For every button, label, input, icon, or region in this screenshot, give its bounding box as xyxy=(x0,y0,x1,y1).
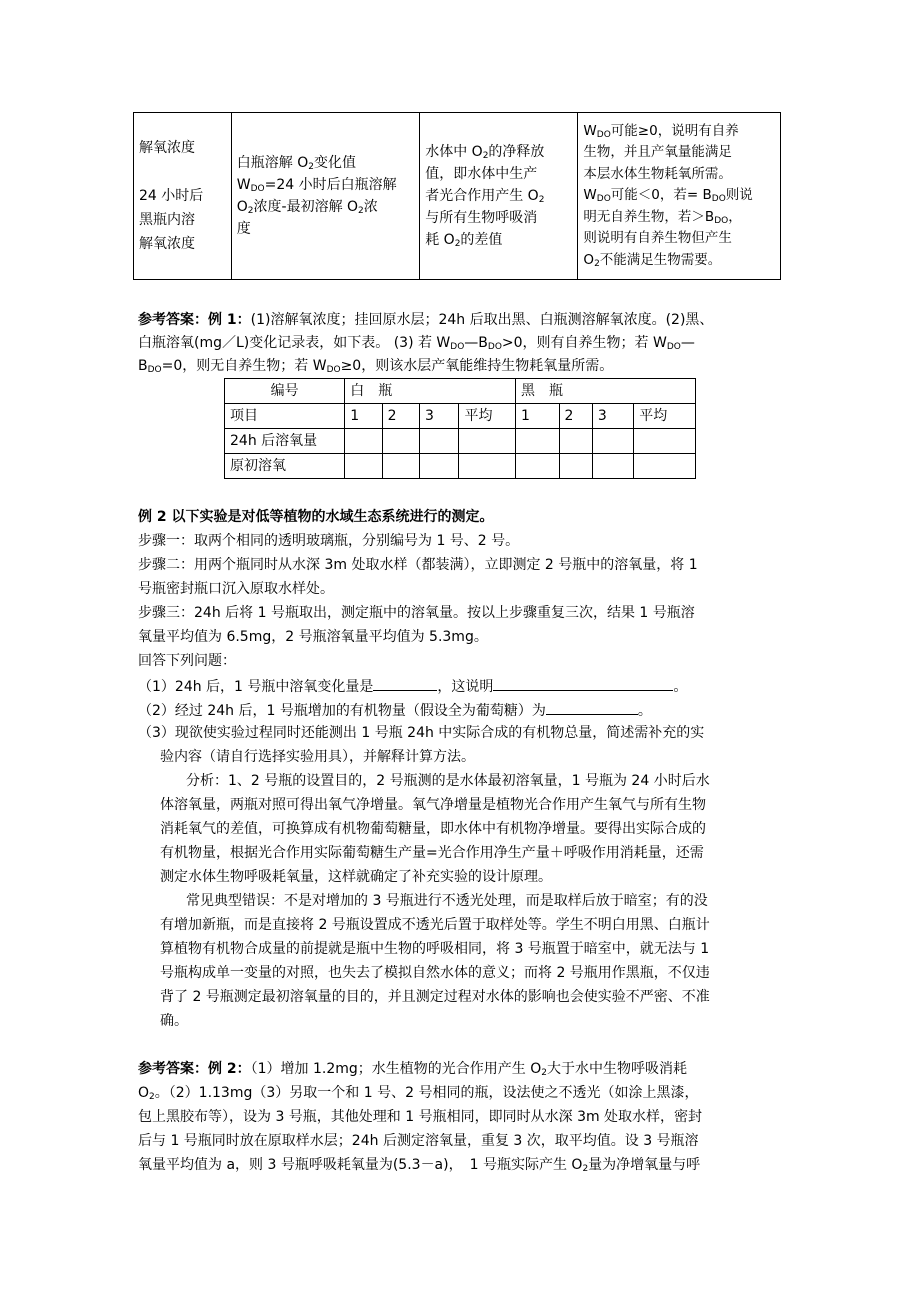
empty-cell xyxy=(516,429,559,454)
errors-line5: 背了 2 号瓶测定最初溶氧量的目的，并且测定过程对水体的影响也会使实验不严密、不准 xyxy=(160,989,710,1005)
analysis-line5: 测定水体生物呼吸耗氧量，这样就确定了补充实验的设计原理。 xyxy=(160,869,552,885)
empty-cell xyxy=(634,429,696,454)
cell-text: 解氧浓度 xyxy=(139,140,195,156)
question2: （2）经过 24h 后，1 号瓶增加的有机物量（假设全为葡萄糖）为 。 xyxy=(138,699,652,721)
empty-cell xyxy=(559,454,592,479)
header-cell-item: 项目 xyxy=(225,404,345,429)
num-cell: 1 xyxy=(516,404,559,429)
table-cell-conclusion xyxy=(578,113,781,280)
cell-line: 生物，并且产氧量能满足 xyxy=(583,144,732,161)
cell-line: 值，即水体中生产 xyxy=(425,166,538,182)
num-cell: 2 xyxy=(559,404,592,429)
table-cell-definition xyxy=(231,113,419,280)
analysis-line1: 分析：1、2 号瓶的设置目的，2 号瓶测的是水体最初溶氧量，1 号瓶为 24 小时后水 xyxy=(186,773,710,789)
answer1-line2: 白瓶溶氧(mg／L)变化记录表，如下表。 (3) 若 $W_{DO}—B_{DO}>0$，则有自养生物；若 $W_{DO}—$ xyxy=(138,335,695,352)
analysis-line3: 消耗氧气的差值，可换算成有机物葡萄糖量，即水体中有机物净增量。要得出实际合成的 xyxy=(160,821,706,837)
header-cell-no: 编号 xyxy=(225,379,345,404)
empty-cell xyxy=(592,454,633,479)
oxygen-method-table xyxy=(133,112,781,280)
table-cell-index xyxy=(134,113,232,280)
answer2-line3: 包上黑胶布等），设为 3 号瓶，其他处理和 1 号瓶相同，即同时从水深 3m 处取水样，密封 xyxy=(138,1109,703,1125)
answer2-line5: 氧量平均值为 a，则 3 号瓶呼吸耗氧量为(5.3－a)， 1 号瓶实际产生 $O_2$量为净增氧量与呼 xyxy=(138,1157,701,1174)
answer-blank[interactable] xyxy=(493,675,673,691)
cell-line: $W_{DO}=24$ 小时后白瓶溶解 xyxy=(236,177,397,194)
empty-cell xyxy=(559,429,592,454)
cell-line: $O_2$不能满足生物需要。 xyxy=(583,251,722,269)
errors-line4: 号瓶构成单一变量的对照，也失去了模拟自然水体的意义；而将 2 号瓶用作黑瓶，不仅违 xyxy=(160,965,710,981)
cell-line: 耗 $O_2$的差值 xyxy=(425,232,503,249)
cell-line: $W_{DO}$可能≥0，说明有自养 xyxy=(583,122,739,140)
answer2-label: 参考答案：例 2： xyxy=(138,1061,251,1077)
num-cell: 1 xyxy=(345,404,382,429)
step3-line1: 步骤三：24h 后将 1 号瓶取出，测定瓶中的溶氧量。按以上步骤重复三次，结果 1 号瓶溶 xyxy=(138,605,695,621)
empty-cell xyxy=(382,454,419,479)
row-label-initial: 原初溶氧 xyxy=(225,454,345,479)
analysis-line2: 体溶氧量，两瓶对照可得出氧气净增量。氧气净增量是植物光合作用产生氧气与所有生物 xyxy=(160,797,706,813)
cell-line: 则说明有自养生物但产生 xyxy=(583,230,732,247)
row-label-24h: 24h 后溶氧量 xyxy=(225,429,345,454)
cell-text: 24 小时后 xyxy=(139,188,204,204)
cell-line: $O_2$浓度-最初溶解 $O_2$浓 xyxy=(236,199,378,216)
errors-line1: 常见典型错误：不是对增加的 3 号瓶进行不透光处理，而是取样后放于暗室；有的没 xyxy=(186,893,708,909)
empty-cell xyxy=(420,429,459,454)
cell-line: $W_{DO}$可能＜0，若= $B_{DO}$则说 xyxy=(583,187,753,205)
empty-cell xyxy=(345,454,382,479)
cell-text: 解氧浓度 xyxy=(139,236,195,252)
step3-line2: 氧量平均值为 6.5mg，2 号瓶溶氧量平均值为 5.3mg。 xyxy=(138,629,488,645)
empty-cell xyxy=(459,429,516,454)
errors-line3: 算植物有机物合成量的前提就是瓶中生物的呼吸相同，将 3 号瓶置于暗室中，就无法与 1 xyxy=(160,941,710,957)
question3-line2: 验内容（请自行选择实验用具），并解释计算方法。 xyxy=(160,749,475,765)
step2-line2: 号瓶密封瓶口沉入原取水样处。 xyxy=(138,581,334,597)
cell-text: 黑瓶内溶 xyxy=(139,212,195,228)
cell-line: 白瓶溶解 $O_2$变化值 xyxy=(236,155,356,172)
answer-blank[interactable] xyxy=(373,675,437,691)
empty-cell xyxy=(592,429,633,454)
empty-cell xyxy=(382,429,419,454)
num-cell: 平均 xyxy=(459,404,516,429)
table-cell-meaning xyxy=(420,113,578,280)
cell-line: 水体中 $O_2$的净释放 xyxy=(425,144,545,161)
text: (1)溶解氧浓度；挂回原水层；24h 后取出黑、白瓶测溶解氧浓度。(2)黑、 xyxy=(250,312,714,328)
num-cell: 3 xyxy=(592,404,633,429)
answer2-line1: 参考答案：例 2：（1）增加 1.2mg；水生植物的光合作用产生 $O_2$大于水中生物呼吸消耗 xyxy=(138,1061,687,1078)
question3-line1: （3）现欲使实验过程同时还能测出 1 号瓶 24h 中实际合成的有机物总量，简述需补充的实 xyxy=(138,725,705,741)
step1: 步骤一：取两个相同的透明玻璃瓶，分别编号为 1 号、2 号。 xyxy=(138,533,520,549)
num-cell: 3 xyxy=(420,404,459,429)
header-cell-white: 白 瓶 xyxy=(345,379,516,404)
cell-line: 度 xyxy=(236,221,251,237)
num-cell: 平均 xyxy=(634,404,696,429)
cell-line: 与所有生物呼吸消 xyxy=(425,210,538,226)
question1: （1）24h 后，1 号瓶中溶氧变化量是 ，这说明 。 xyxy=(138,675,687,697)
header-cell-black: 黑 瓶 xyxy=(516,379,696,404)
answer-blank[interactable] xyxy=(546,699,638,715)
analysis-line4: 有机物量，根据光合作用实际葡萄糖生产量=光合作用净生产量＋呼吸作用消耗量，还需 xyxy=(160,845,704,861)
cell-line: 明无自养生物，若$>B_{DO}$， xyxy=(583,208,742,226)
empty-cell xyxy=(420,454,459,479)
empty-cell xyxy=(345,429,382,454)
num-cell: 2 xyxy=(382,404,419,429)
answer1-line1 xyxy=(138,310,713,330)
step2-line1: 步骤二：用两个瓶同时从水深 3m 处取水样（都装满），立即测定 2 号瓶中的溶氧量，将 1 xyxy=(138,557,698,573)
errors-line2: 有增加新瓶，而是直接将 2 号瓶设置成不透光后置于取样处等。学生不明白用黑、白瓶计 xyxy=(160,917,710,933)
record-table xyxy=(224,378,696,479)
answer1-line3: $B_{DO}=0$，则无自养生物；若 $W_{DO}\ge 0$，则该水层产氧能维持生物耗氧量所需。 xyxy=(138,358,614,375)
empty-cell xyxy=(516,454,559,479)
question-intro: 回答下列问题： xyxy=(138,653,236,669)
cell-line: 本层水体生物耗氧所需。 xyxy=(583,165,732,182)
errors-line6: 确。 xyxy=(160,1013,188,1029)
empty-cell xyxy=(459,454,516,479)
answer1-label: 参考答案：例 1： xyxy=(138,312,251,328)
answer2-line4: 后与 1 号瓶同时放在原取样水层；24h 后测定溶氧量，重复 3 次，取平均值。设 3 号瓶溶 xyxy=(138,1133,699,1149)
example2-title: 例 2 以下实验是对低等植物的水域生态系统进行的测定。 xyxy=(138,509,494,525)
empty-cell xyxy=(634,454,696,479)
answer2-line2: $O_2$。（2）1.13mg（3）另取一个和 1 号、2 号相同的瓶，设法使之不透光（如涂上黑漆， xyxy=(138,1085,699,1102)
cell-line: 者光合作用产生 $O_2$ xyxy=(425,188,545,205)
